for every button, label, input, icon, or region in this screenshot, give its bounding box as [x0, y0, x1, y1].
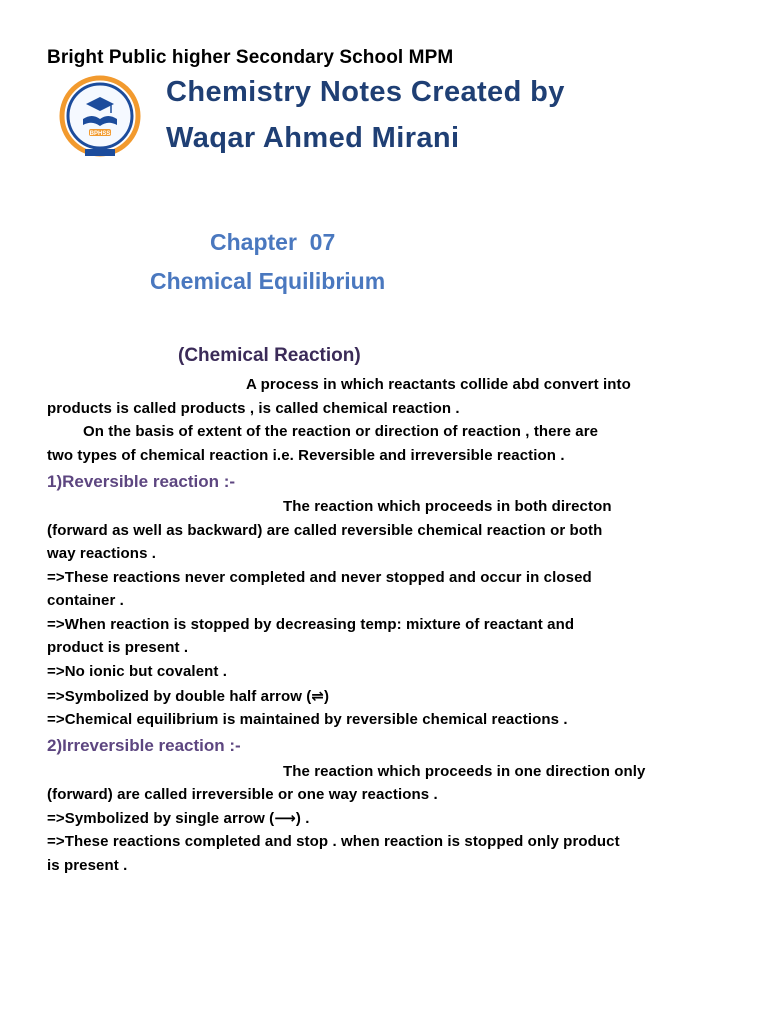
paragraph-line: container . — [47, 592, 124, 609]
paragraph-line: product is present . — [47, 639, 189, 656]
bullet-line: =>When reaction is stopped by decreasing temp: mixture of reactant and — [47, 616, 575, 633]
paragraph-line: The reaction which proceeds in both directon — [283, 498, 612, 515]
paragraph-line: On the basis of extent of the reaction or direction of reaction , there are — [83, 423, 599, 440]
paragraph-line: way reactions . — [47, 545, 157, 562]
bullet-line: =>These reactions completed and stop . when reaction is stopped only product — [47, 833, 620, 850]
chapter-name: Chemical Equilibrium — [150, 268, 386, 294]
chemical-reaction-heading: (Chemical Reaction) — [178, 345, 361, 366]
school-logo — [47, 73, 153, 160]
paragraph-line: The reaction which proceeds in one direction only — [283, 763, 646, 780]
reversible-heading: 1)Reversible reaction :- — [47, 472, 236, 491]
title-line-1: Chemistry Notes Created by — [166, 76, 565, 108]
bullet-line: =>Symbolized by double half arrow (⇌) — [47, 688, 330, 705]
paragraph-line: is present . — [47, 857, 128, 874]
bullet-line: =>These reactions never completed and never stopped and occur in closed — [47, 569, 592, 586]
paragraph-line: (forward) are called irreversible or one way reactions . — [47, 786, 438, 803]
bullet-line: =>Symbolized by single arrow (⟶) . — [47, 810, 310, 827]
paragraph-line: products is called products , is called chemical reaction . — [47, 400, 460, 417]
chapter-number: Chapter 07 — [210, 229, 336, 255]
school-name: Bright Public higher Secondary School MPM — [47, 47, 454, 68]
paragraph-line: two types of chemical reaction i.e. Reversible and irreversible reaction . — [47, 447, 565, 464]
paragraph-line: A process in which reactants collide abd convert into — [246, 376, 631, 393]
irreversible-heading: 2)Irreversible reaction :- — [47, 736, 241, 755]
bullet-line: =>Chemical equilibrium is maintained by reversible chemical reactions . — [47, 711, 568, 728]
paragraph-line: (forward as well as backward) are called reversible chemical reaction or both — [47, 522, 603, 539]
logo-acronym: BPHSS — [89, 131, 111, 137]
bullet-line: =>No ionic but covalent . — [47, 663, 228, 680]
title-line-2: Waqar Ahmed Mirani — [166, 122, 460, 154]
